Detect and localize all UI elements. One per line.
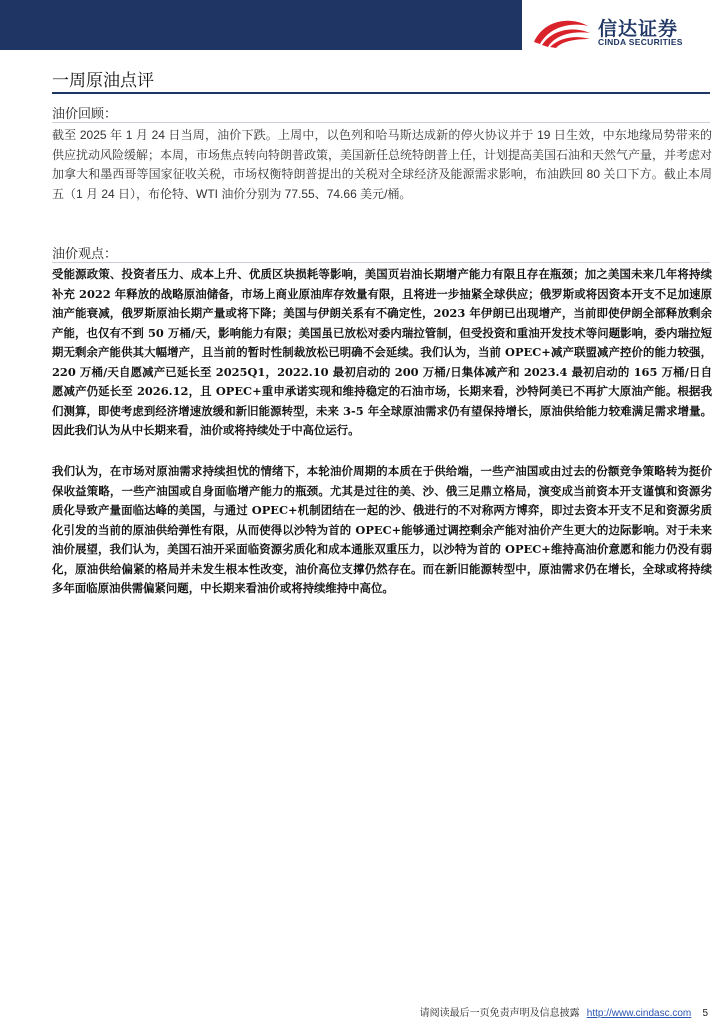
header-band [0, 0, 522, 50]
footer-disclaimer: 请阅读最后一页免责声明及信息披露 [419, 1008, 580, 1019]
viewpoint-paragraph-1: 受能源政策、投资者压力、成本上升、优质区块损耗等影响，美国页岩油长期增产能力有限且存在瓶颈；加之美国未来几年将持续补充 2022 年释放的战略原油储备，市场上商业原油库存效量有限，且将进一步抽紧全球供应；俄罗斯或将因资本开支不足加速原油产能衰减，俄罗斯原油长期产量或将下降；美国与伊朗关系有不确定性，2023 年伊朗已出现增产，当前即使伊朗全部释放剩余产能，也仅有不到 50 万桶/天，影响能力有限；美国虽已放松对委内瑞拉管制，但受投资和重油开发技术等问题影响，委内瑞拉短期无剩余产能供其大幅增产，且当前的暂时性制裁放松已明确不会延续。我们认为，当前 OPEC+减产联盟减产控价的能力较强，220 万桶/天自愿减产已延长至 2025Q1，2022.10 最初启动的 200 万桶/日集体减产和 2023.4 最初启动的 165 万桶/日自愿减产仍延长至 2026.12，且 OPEC+重申承诺实现和维持稳定的石油市场，长期来看，沙特阿美已不再扩大原油产能。根据我们测算，即使考虑到经济增速放缓和新旧能源转型，未来 3-5 年全球原油需求仍有望保持增长，原油供给能力较难满足需求增量。因此我们认为从中长期来看，油价或将持续处于中高位运行。 [52, 267, 712, 437]
viewpoint-heading: 油价观点： [52, 247, 118, 262]
brand-name-en: CINDA SECURITIES [598, 37, 683, 47]
review-heading: 油价回顾： [52, 107, 118, 122]
review-divider [52, 122, 710, 123]
viewpoint-paragraph-2: 我们认为，在市场对原油需求持续担忧的情绪下，本轮油价周期的本质在于供给端，一些产油国或由过去的份额竞争策略转为挺价保收益策略，一些产油国或自身面临增产能力的瓶颈。尤其是过往的美、沙、俄三足鼎立格局，演变成当前资本开支谨慎和资源劣质化导致产量面临达峰的美国，与通过 OPEC+机制团结在一起的沙、俄进行的不对称两方博弈，即过去资本开支不足和资源劣质化引发的当前的原油供给弹性有限，从而使得以沙特为首的 OPEC+能够通过调控剩余产能对油价产生更大的边际影响。对于未来油价展望，我们认为，美国石油开采面临资源劣质化和成本通胀双重压力，以沙特为首的 OPEC+维持高油价意愿和能力仍没有弱化，原油供给偏紧的格局并未发生根本性改变，油价高位支撑仍然存在。而在新旧能源转型中，原油需求仍在增长，全球或将持续多年面临原油供需偏紧问题，中长期来看油价或将持续维持中高位。 [52, 464, 712, 595]
section-title: 一周原油点评 [52, 71, 154, 91]
title-divider [52, 92, 710, 94]
footer-website-link[interactable]: http://www.cindasc.com [586, 1008, 692, 1019]
brand-logo [530, 14, 710, 48]
viewpoint-divider [52, 262, 710, 263]
cinda-logo-icon [530, 14, 592, 48]
page-number: 5 [702, 1008, 708, 1019]
review-paragraph: 截至 2025 年 1 月 24 日当周，油价下跌。上周中，以色列和哈马斯达成新的停火协议并于 19 日生效，中东地缘局势带来的供应扰动风险缓解；本周，市场焦点转向特朗普政策，美国新任总统特朗普上任，计划提高美国石油和天然气产量，并考虑对加拿大和墨西哥等国家征收关税，市场权衡特朗普提出的关税对全球经济及能源需求影响，布油跌回 80 关口下方。截止本周五（1 月 24 日），布伦特、WTI 油价分别为 77.55、74.66 美元/桶。 [52, 128, 713, 201]
page-footer [420, 1004, 708, 1019]
brand-name-cn: 信达证券 [598, 18, 679, 40]
